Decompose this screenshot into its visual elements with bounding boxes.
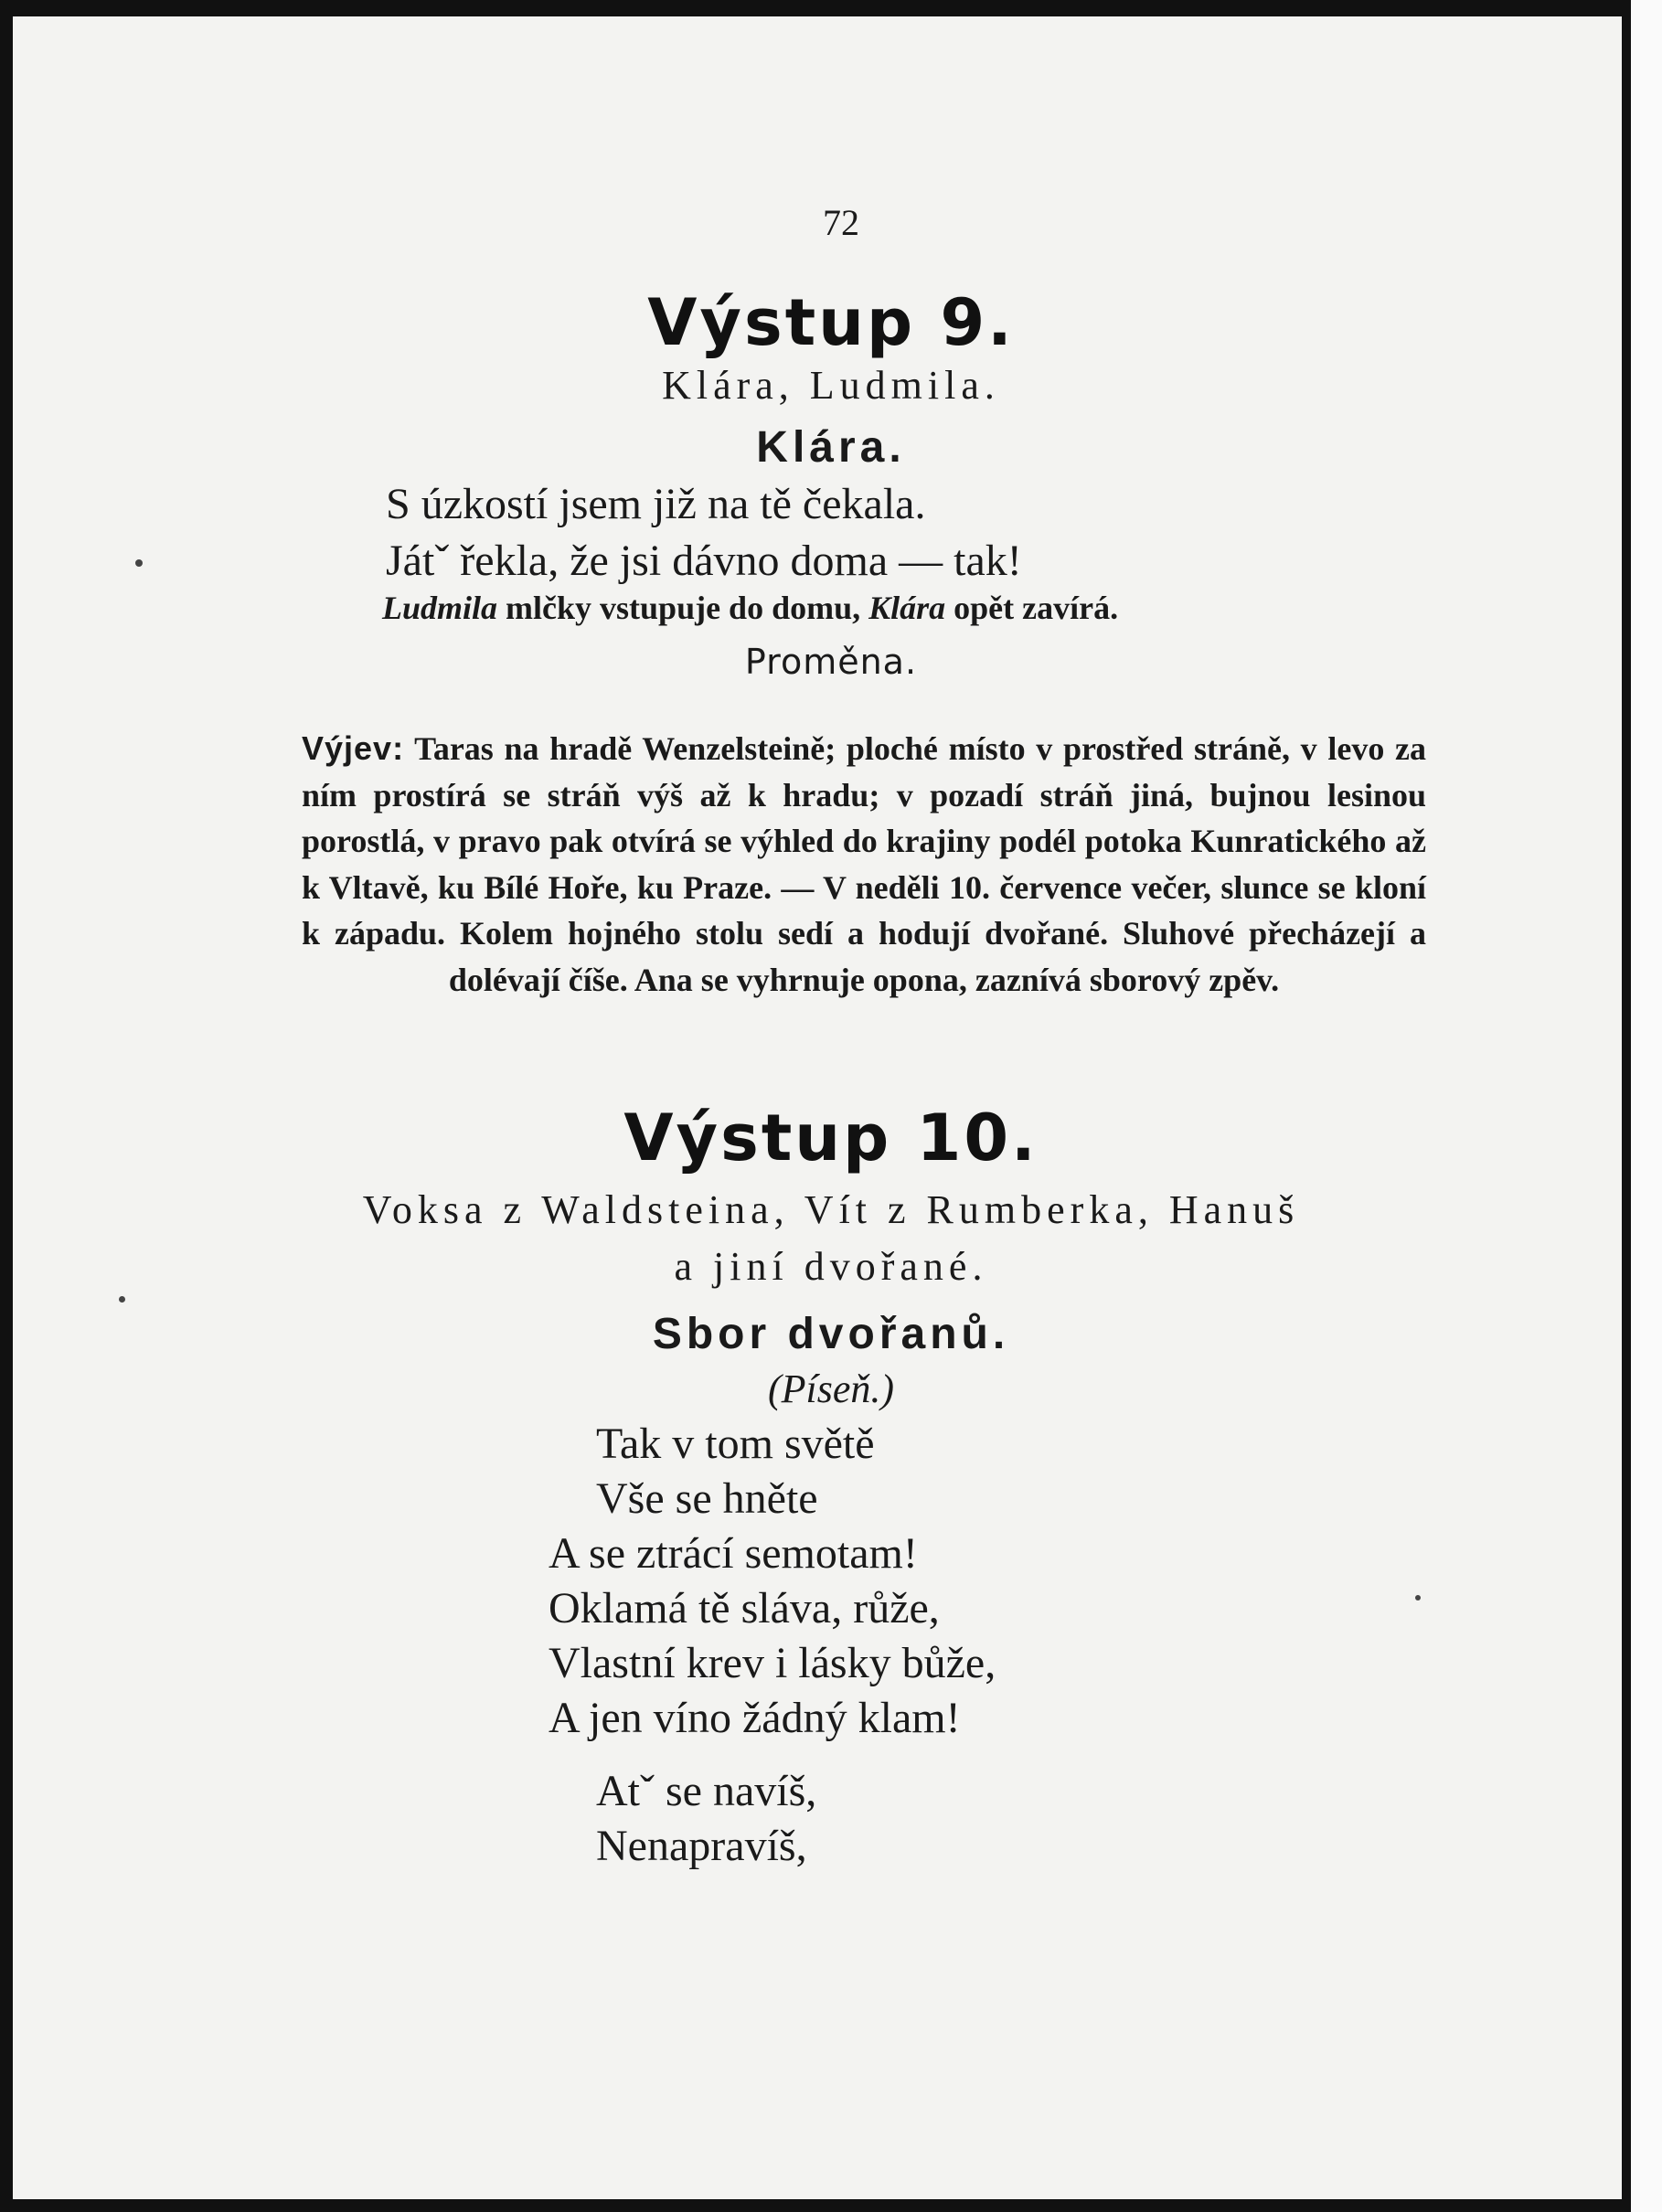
scene-10-cast-line-1: Voksa z Waldsteina, Vít z Rumberka, Hanuš [362, 1187, 1300, 1232]
song-line: Nenapravíš, [596, 1822, 807, 1870]
scene-9-cast: Klára, Ludmila. [662, 363, 1000, 408]
song-line: Oklamá tě sláva, růže, [549, 1584, 940, 1632]
speck [1415, 1595, 1421, 1601]
scene-change-label: Proměna. [744, 642, 918, 682]
direction-text: opět zavírá. [945, 590, 1119, 626]
scene-description [302, 726, 1426, 1003]
scene-9-line-1: S úzkostí jsem již na tě čekala. [386, 480, 926, 528]
song-line: Vše se hněte [596, 1474, 818, 1523]
song-line: Atˇ se navíš, [596, 1767, 817, 1815]
page-number: 72 [823, 202, 859, 243]
scene-10-cast-line-2: a jiní dvořané. [674, 1244, 988, 1289]
song-line: A jen víno žádný klam! [549, 1694, 961, 1742]
direction-text: mlčky vstupuje do domu, [497, 590, 869, 626]
scene-9-line-2: Játˇ řekla, že jsi dávno doma — tak! [386, 537, 1022, 585]
character-name: Klára [868, 590, 946, 626]
speck [119, 1296, 125, 1303]
scene-description-label: Výjev: [302, 729, 405, 767]
scene-9-speaker: Klára. [756, 423, 906, 472]
speck [135, 559, 143, 567]
character-name: Ludmila [382, 590, 498, 626]
song-line: Tak v tom světě [596, 1420, 875, 1468]
scene-10-heading: Výstup 10. [623, 1101, 1039, 1175]
song-line: Vlastní krev i lásky bůže, [549, 1639, 996, 1687]
song-line: A se ztrácí semotam! [549, 1529, 918, 1578]
scene-description-text: Taras na hradě Wenzelsteině; ploché místo v prostřed stráně, v levo za ním prostírá se stráň výš až k hradu; v pozadí stráň jiná, bujnou lesinou porostlá, v pravo pak otvírá se výhled do krajiny podél potoka Kunratického až k Vltavě, ku Bílé Hoře, ku Praze. — V neděli 10. července večer, slunce se kloní k západu. Kolem hojného stolu sedí a hodují dvořané. Sluhové přecházejí a dolévají číše. Ana se vyhrnuje opona, zaznívá sborový zpěv. [302, 730, 1426, 998]
scene-9-stage-direction [382, 589, 1118, 627]
song-label: (Píseň.) [767, 1367, 895, 1411]
scene-10-speaker: Sbor dvořanů. [652, 1310, 1010, 1358]
scene-9-heading: Výstup 9. [647, 285, 1015, 360]
